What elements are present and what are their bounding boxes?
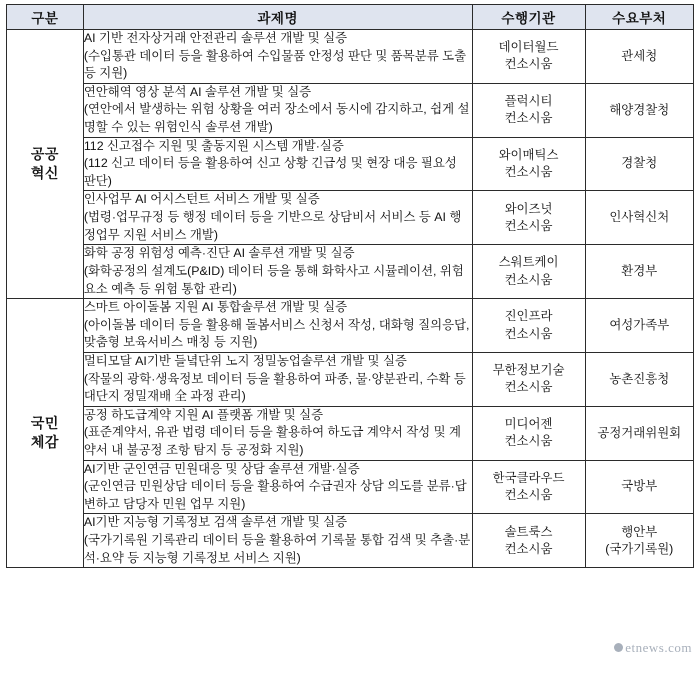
dept-cell — [585, 299, 694, 353]
table-row — [7, 406, 694, 460]
org-cell — [472, 299, 585, 353]
org-line2: 컨소시움 — [504, 111, 553, 126]
org-line2: 컨소시움 — [504, 272, 553, 287]
task-cell — [83, 83, 472, 137]
dept-line1: 공정거래위원회 — [597, 425, 682, 440]
org-cell — [472, 30, 585, 84]
org-line1: 플럭시티 — [504, 93, 553, 108]
org-line2: 컨소시움 — [504, 488, 553, 503]
task-desc: (표준계약서, 유관 법령 데이터 등을 활용하여 하도급 계약서 작성 및 계약서 내 불공정 조항 탐지 등 공정화 지원) — [83, 425, 461, 458]
task-cell — [83, 460, 472, 514]
org-cell — [472, 514, 585, 568]
org-cell — [472, 460, 585, 514]
task-title: 연안해역 영상 분석 AI 솔루션 개발 및 실증 — [83, 84, 312, 99]
org-line2: 컨소시움 — [504, 326, 553, 341]
task-cell — [83, 514, 472, 568]
group-cell-public — [7, 30, 84, 299]
watermark-text: etnews.com — [625, 640, 692, 655]
task-desc: (작물의 광학·생육정보 데이터 등을 활용하여 파종, 물·양분관리, 수확 등 대단지 정밀재배 全 과정 관리) — [83, 371, 466, 404]
dept-cell — [585, 352, 694, 406]
task-desc: (화학공정의 설계도(P&ID) 데이터 등을 통해 화학사고 시뮬레이션, 위험요소 예측 등 위험 통합 관리) — [83, 263, 464, 296]
table-row — [7, 514, 694, 568]
task-title: AI 기반 전자상거래 안전관리 솔루션 개발 및 실증 — [83, 31, 348, 45]
org-line1: 스워트케이 — [498, 255, 559, 270]
dept-line1: 인사혁신처 — [609, 210, 670, 225]
table-row — [7, 352, 694, 406]
document-page — [0, 4, 700, 690]
dept-cell — [585, 514, 694, 568]
column-header-org: 수행기관 — [472, 5, 585, 30]
dept-line1: 행안부 — [621, 524, 658, 539]
org-line1: 솔트룩스 — [504, 524, 553, 539]
task-title: 공정 하도급계약 지원 AI 플랫폼 개발 및 실증 — [83, 407, 324, 422]
task-cell — [83, 191, 472, 245]
column-header-group: 구분 — [7, 5, 84, 30]
task-title: AI기반 지능형 기록정보 검색 솔루션 개발 및 실증 — [83, 515, 348, 530]
task-title: 화학 공정 위험성 예측·진단 AI 솔루션 개발 및 실증 — [83, 246, 355, 261]
table-row — [7, 460, 694, 514]
task-title: 112 신고접수 지원 및 출동지원 시스템 개발·실증 — [83, 138, 344, 153]
dept-cell — [585, 137, 694, 191]
task-cell — [83, 245, 472, 299]
group-label-line1: 국민 — [30, 415, 59, 432]
org-line2: 컨소시움 — [504, 434, 553, 449]
task-title: 멀티모달 AI기반 들녘단위 노지 정밀농업솔루션 개발 및 실증 — [83, 353, 407, 368]
org-line1: 미디어젠 — [504, 416, 553, 431]
org-cell — [472, 352, 585, 406]
project-table — [6, 4, 694, 568]
table-row — [7, 30, 694, 84]
org-cell — [472, 406, 585, 460]
column-header-task: 과제명 — [83, 5, 472, 30]
org-cell — [472, 245, 585, 299]
org-line1: 데이터월드 — [498, 40, 559, 55]
org-cell — [472, 83, 585, 137]
table-row — [7, 83, 694, 137]
task-desc: (수입통관 데이터 등을 활용하여 수입물품 안정성 판단 및 품목분류 도출 등 지원) — [83, 48, 467, 81]
org-line1: 와이매틱스 — [498, 147, 559, 162]
task-cell — [83, 30, 472, 84]
task-title: 인사업무 AI 어시스턴트 서비스 개발 및 실증 — [83, 192, 320, 207]
task-cell — [83, 299, 472, 353]
org-line2: 컨소시움 — [504, 541, 553, 556]
task-cell — [83, 137, 472, 191]
watermark — [614, 640, 692, 656]
table-row — [7, 245, 694, 299]
dept-line1: 여성가족부 — [609, 317, 670, 332]
watermark-dot-icon — [614, 643, 623, 652]
org-line1: 한국클라우드 — [492, 470, 565, 485]
org-cell — [472, 191, 585, 245]
dept-line2: (국가기록원) — [605, 541, 674, 556]
dept-cell — [585, 245, 694, 299]
dept-line1: 환경부 — [621, 264, 658, 279]
org-line2: 컨소시움 — [504, 57, 553, 72]
dept-cell — [585, 406, 694, 460]
task-title: AI기반 군인연금 민원대응 및 상담 솔루션 개발·실증 — [83, 461, 360, 476]
task-desc: (연안에서 발생하는 위험 상황을 여러 장소에서 동시에 감지하고, 쉽게 설명할 수 있는 위험인식 솔루션 개발) — [83, 102, 470, 135]
task-desc: (군인연금 민원상담 데이터 등을 활용하여 수급권자 상담 의도를 분류·답변하고 담당자 민원 업무 지원) — [83, 479, 467, 511]
org-line1: 진인프라 — [504, 309, 553, 324]
column-header-dept: 수요부처 — [585, 5, 694, 30]
dept-cell — [585, 460, 694, 514]
group-label-line2: 혁신 — [30, 165, 59, 182]
table-row — [7, 137, 694, 191]
org-line2: 컨소시움 — [504, 218, 553, 233]
group-label-line2: 체감 — [30, 434, 59, 451]
org-line2: 컨소시움 — [504, 165, 553, 180]
task-desc: (아이돌봄 데이터 등을 활용해 돌봄서비스 신청서 작성, 대화형 질의응답, 맞춤형 보육서비스 매칭 등 지원) — [83, 317, 470, 350]
table-header-row — [7, 5, 694, 30]
table-row — [7, 299, 694, 353]
task-desc: (국가기록원 기록관리 데이터 등을 활용하여 기록물 통합 검색 및 추출·분석·요약 등 지능형 기록정보 서비스 지원) — [83, 533, 471, 565]
task-desc: (112 신고 데이터 등을 활용하여 신고 상황 긴급성 및 현장 대응 필요성 판단) — [83, 156, 457, 188]
dept-cell — [585, 191, 694, 245]
dept-line1: 해양경찰청 — [609, 102, 670, 117]
org-line1: 무한정보기술 — [492, 363, 565, 378]
dept-line1: 농촌진흥청 — [609, 371, 670, 386]
org-cell — [472, 137, 585, 191]
task-title: 스마트 아이돌봄 지원 AI 통합솔루션 개발 및 실증 — [83, 300, 348, 315]
org-line2: 컨소시움 — [504, 380, 553, 395]
org-line1: 와이즈넛 — [504, 201, 553, 216]
table-row — [7, 191, 694, 245]
task-cell — [83, 406, 472, 460]
task-desc: (법령·업무규정 등 행정 데이터 등을 기반으로 상담비서 서비스 등 AI 행정업무 지원 서비스 개발) — [83, 210, 462, 242]
task-cell — [83, 352, 472, 406]
dept-cell — [585, 30, 694, 84]
group-cell-citizen — [7, 299, 84, 568]
group-label-line1: 공공 — [30, 146, 59, 163]
dept-line1: 국방부 — [621, 479, 658, 494]
table-body — [7, 30, 694, 568]
dept-line1: 관세청 — [621, 48, 658, 63]
dept-cell — [585, 83, 694, 137]
table-header — [7, 5, 694, 30]
dept-line1: 경찰청 — [621, 156, 658, 171]
